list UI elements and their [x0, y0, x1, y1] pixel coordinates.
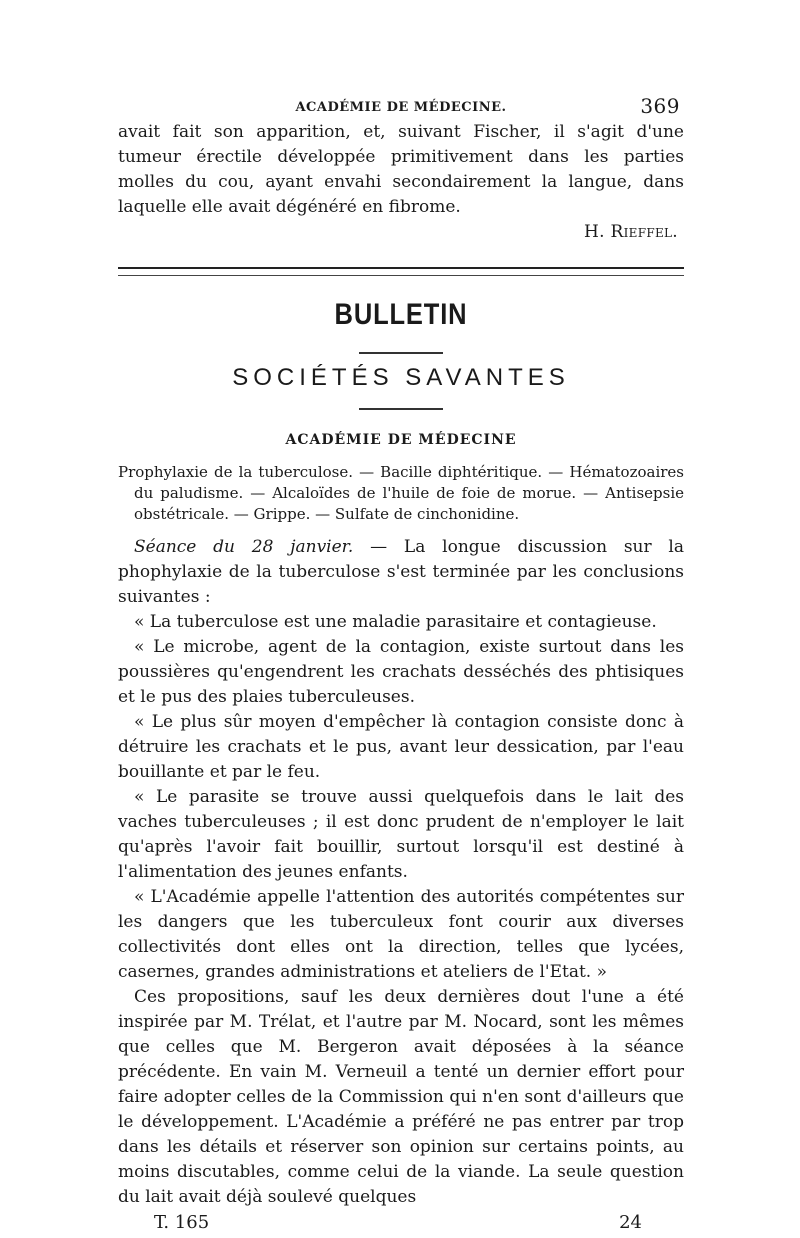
running-title: ACADÉMIE DE MÉDECINE. [295, 100, 507, 115]
page-number: 369 [640, 94, 680, 118]
conclusion-paragraph-5: « L'Académie appelle l'attention des autorités compétentes sur les dangers que les tuberculeux font courir aux diverses collectivités dont elles ont la direction, telles que lycées, casernes, grandes administrations et ateliers de l'Etat. » [118, 887, 684, 982]
tome-number: T. 165 [154, 1212, 210, 1233]
double-rule-divider [118, 267, 684, 276]
conclusion-paragraph-1: « La tuberculose est une maladie parasitaire et contagieuse. [134, 612, 657, 632]
continuation-paragraph: avait fait son apparition, et, suivant Fischer, il s'agit d'une tumeur érectile développée primitivement dans les parties molles du cou, ayant envahi secondairement la langue, dans laquelle elle avait dégénéré en fibrome. [118, 122, 684, 217]
bulletin-title: BULLETIN [334, 298, 468, 331]
author-signature: H. Rieffel. [583, 222, 678, 242]
societes-savantes-subtitle: SOCIÉTÉS SAVANTES [232, 364, 570, 391]
seance-intro-paragraph [118, 535, 684, 610]
seance-date: Séance du 28 janvier. [134, 537, 354, 557]
article-body [118, 535, 684, 1210]
closing-paragraph: Ces propositions, sauf les deux dernières dout l'une a été inspirée par M. Trélat, et l'autre par M. Nocard, sont les mêmes que celles que M. Bergeron avait déposées à la séance précédente. En vain M. Verneuil a tenté un dernier effort pour faire adopter celles de la Commission qui n'en sont d'ailleurs que le développement. L'Académie a préféré ne pas entrer par trop dans les détails et réserver son opinion sur certains points, au moins discutables, comme celui de la viande. La seule question du lait avait déjà soulevé quelques [118, 987, 684, 1207]
section-heading: ACADÉMIE DE MÉDECINE [285, 432, 517, 448]
conclusion-paragraph-4: « Le parasite se trouve aussi quelquefois dans le lait des vaches tuberculeuses ; il est donc prudent de n'employer le lait qu'après l'avoir fait bouillir, surtout lorsqu'il est destiné à l'alimentation des jeunes enfants. [118, 787, 684, 882]
conclusion-paragraph-3: « Le plus sûr moyen d'empêcher là contagion consiste donc à détruire les crachats et le pus, avant leur dessication, par l'eau bouillante et par le feu. [118, 712, 684, 782]
section-summary: Prophylaxie de la tuberculose. — Bacille diphtéritique. — Hématozoaires du paludisme. — Alcaloïdes de l'huile de foie de morue. — Antisepsie obstétricale. — Grippe. — Sulfate de cinchonidine. [118, 463, 684, 523]
conclusion-paragraph-2: « Le microbe, agent de la contagion, existe surtout dans les poussières qu'engendrent les crachats desséchés des phtisiques et le pus des plaies tuberculeuses. [118, 637, 684, 707]
page [118, 92, 684, 1238]
short-rule-divider [359, 408, 443, 410]
running-header [118, 92, 684, 120]
sheet-signature: 24 [619, 1212, 642, 1233]
ornament-divider [118, 342, 684, 352]
signature-line [118, 220, 684, 245]
page-footer [118, 1212, 684, 1238]
seance-intro-text: — La longue discussion sur la phophylaxie de la tuberculose s'est terminée par les conclusions suivantes : [118, 537, 684, 607]
